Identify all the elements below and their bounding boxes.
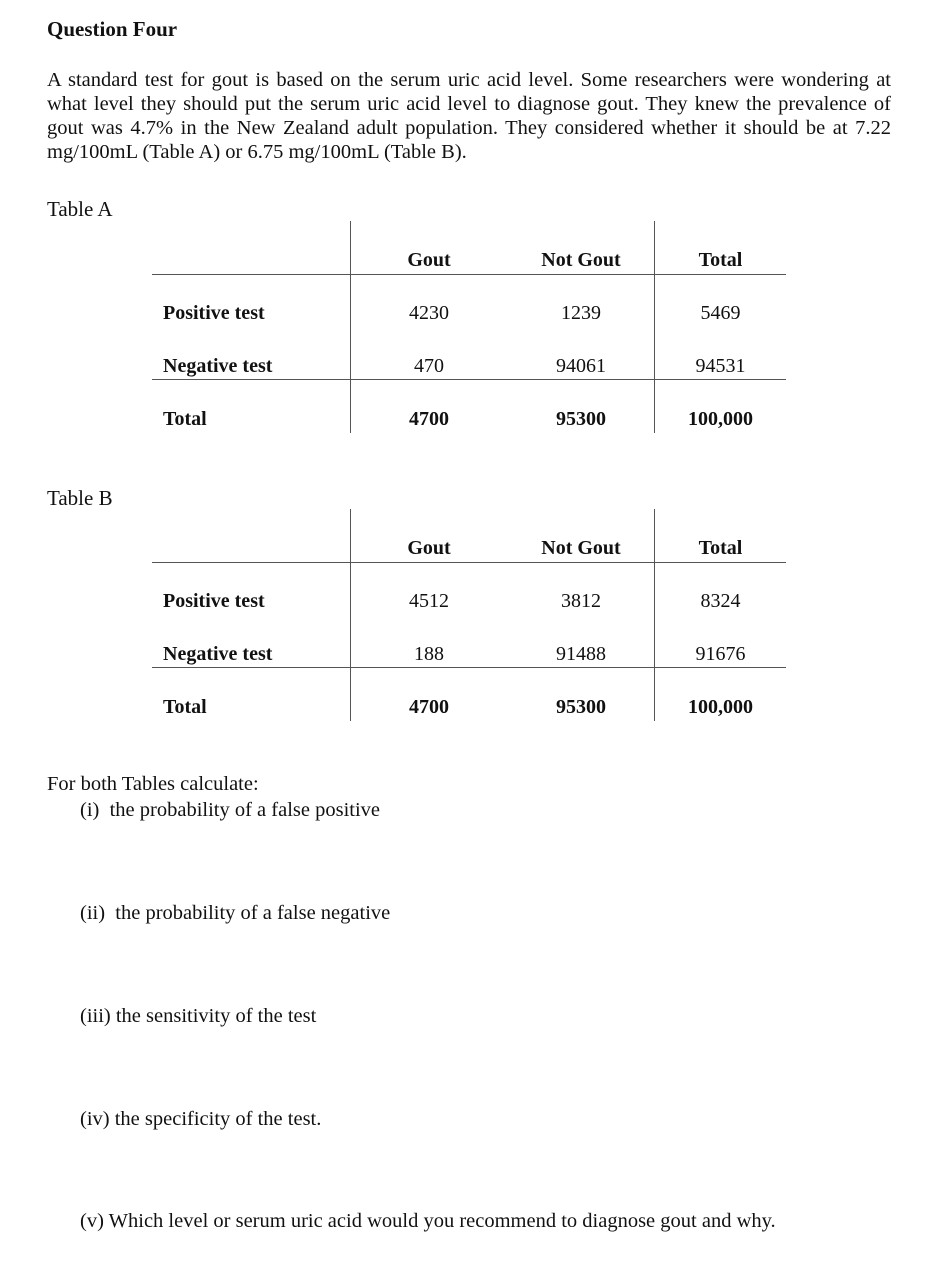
row-label-positive: Positive test [163, 590, 265, 612]
table-b [152, 509, 786, 721]
cell-value: 5469 [700, 302, 741, 324]
header-not-gout: Not Gout [541, 537, 621, 559]
row-label-negative: Negative test [163, 643, 273, 665]
table-rule [152, 667, 786, 668]
header-gout: Gout [407, 537, 451, 559]
table-rule [152, 562, 786, 563]
row-label-total: Total [163, 696, 207, 718]
header-total: Total [698, 537, 743, 559]
cell-value: 470 [414, 355, 444, 377]
cell-value: 188 [414, 643, 444, 665]
header-not-gout: Not Gout [541, 249, 621, 271]
cell-value: 4512 [409, 590, 449, 612]
header-gout: Gout [407, 249, 451, 271]
cell-value: 91488 [556, 643, 606, 665]
table-rule [152, 379, 786, 380]
cell-value: 95300 [556, 696, 606, 718]
cell-value: 1239 [561, 302, 601, 324]
question-title: Question Four [47, 17, 178, 41]
cell-value: 3812 [561, 590, 601, 612]
question-item: (i) the probability of a false positive [80, 799, 381, 821]
cell-value: 100,000 [688, 696, 753, 718]
table-a-label: Table A [47, 197, 113, 221]
table-rule [152, 274, 786, 275]
questions-lead: For both Tables calculate: [47, 773, 259, 795]
cell-value: 4230 [409, 302, 449, 324]
cell-value: 94061 [556, 355, 606, 377]
row-label-positive: Positive test [163, 302, 265, 324]
header-total: Total [698, 249, 743, 271]
row-label-negative: Negative test [163, 355, 273, 377]
cell-value: 100,000 [688, 408, 753, 430]
cell-value: 95300 [556, 408, 606, 430]
question-item: (iv) the specificity of the test. [80, 1108, 322, 1130]
cell-value: 4700 [409, 408, 449, 430]
question-item: (v) Which level or serum uric acid would you recommend to diagnose gout and why. [80, 1210, 776, 1232]
cell-value: 91676 [695, 643, 746, 665]
cell-value: 4700 [409, 696, 449, 718]
table-a [152, 221, 786, 433]
table-b-label: Table B [47, 486, 113, 510]
question-item: (ii) the probability of a false negative [80, 902, 391, 924]
cell-value: 8324 [700, 590, 741, 612]
question-item: (iii) the sensitivity of the test [80, 1005, 317, 1027]
cell-value: 94531 [695, 355, 746, 377]
question-intro: A standard test for gout is based on the serum uric acid level. Some researchers were wondering at what level they should put the serum uric acid level to diagnose gout. They knew the prevalence of gout was 4.7% in the New Zealand adult population. They considered whether it should be at 7.22 mg/100mL (Table A) or 6.75 mg/100mL (Table B). [47, 69, 891, 163]
row-label-total: Total [163, 408, 207, 430]
